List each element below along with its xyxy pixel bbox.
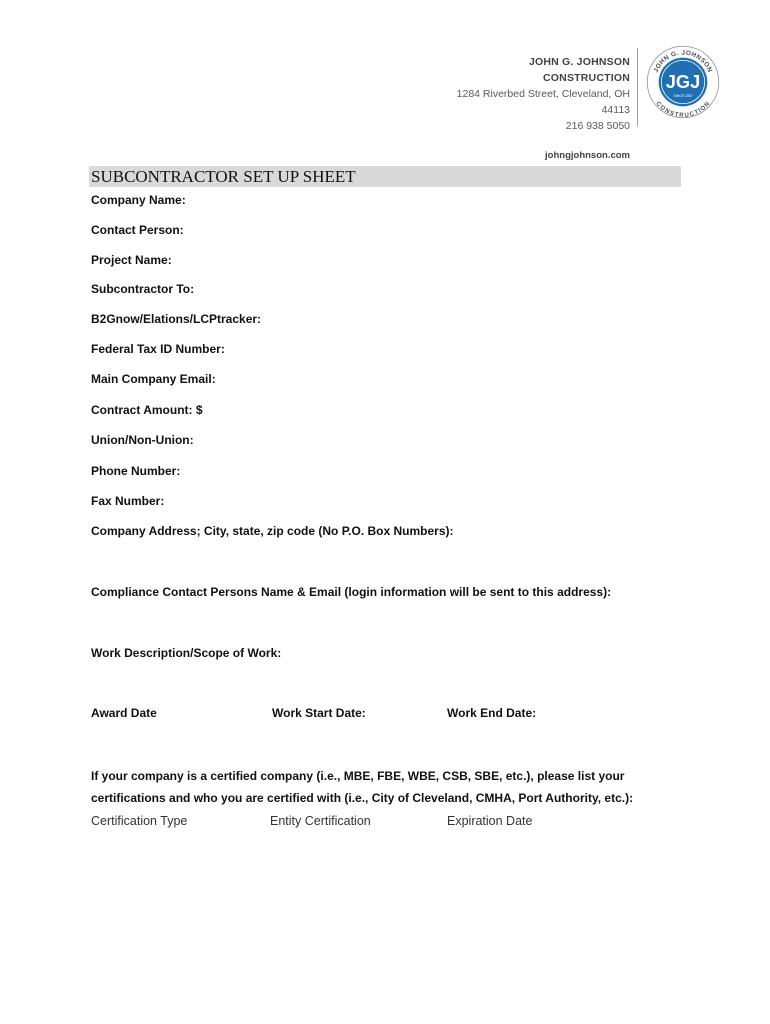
phone-number-label: Phone Number: xyxy=(91,464,181,478)
form-title: SUBCONTRACTOR SET UP SHEET xyxy=(91,167,356,186)
company-address-label: Company Address; City, state, zip code (No P.O. Box Numbers): xyxy=(91,524,454,538)
certification-note xyxy=(91,765,691,809)
main-company-email-label: Main Company Email: xyxy=(91,372,216,386)
expiration-date-column: Expiration Date xyxy=(447,814,533,828)
form-title-bar xyxy=(89,166,681,187)
certification-note-line-1: If your company is a certified company (i.e., MBE, FBE, WBE, CSB, SBE, etc.), please list your xyxy=(91,769,625,783)
letterhead-phone: 216 938 5050 xyxy=(565,120,630,132)
logo-since: SINCE 1967 xyxy=(673,94,693,99)
union-label: Union/Non-Union: xyxy=(91,433,194,447)
letterhead-divider xyxy=(637,48,638,126)
certification-note-line-2: certifications and who you are certified with (i.e., City of Cleveland, CMHA, Port Authority, etc.): xyxy=(91,791,634,805)
logo-initials: JGJ xyxy=(665,71,701,93)
work-description-label: Work Description/Scope of Work: xyxy=(91,646,282,660)
compliance-contact-label: Compliance Contact Persons Name & Email (login information will be sent to this address): xyxy=(91,585,612,599)
project-name-label: Project Name: xyxy=(91,253,172,267)
letterhead-address: 1284 Riverbed Street, Cleveland, OH 44113 xyxy=(456,88,630,116)
contract-amount-label: Contract Amount: $ xyxy=(91,403,203,417)
letterhead xyxy=(440,46,720,161)
b2gnow-label: B2Gnow/Elations/LCPtracker: xyxy=(91,312,262,326)
work-end-date-label: Work End Date: xyxy=(447,706,537,720)
certification-type-column: Certification Type xyxy=(91,814,188,828)
letterhead-text xyxy=(440,54,630,164)
letterhead-company-name: JOHN G. JOHNSON CONSTRUCTION xyxy=(528,56,630,84)
logo-ring-top-text: JOHN G. JOHNSON xyxy=(652,49,714,74)
work-start-date-label: Work Start Date: xyxy=(272,706,366,720)
contact-person-label: Contact Person: xyxy=(91,223,184,237)
company-logo-icon xyxy=(645,44,721,120)
company-name-label: Company Name: xyxy=(91,193,186,207)
logo-ring-bottom-text: CONSTRUCTION xyxy=(654,100,712,120)
fax-number-label: Fax Number: xyxy=(91,494,165,508)
award-date-label: Award Date xyxy=(91,706,157,720)
federal-tax-id-label: Federal Tax ID Number: xyxy=(91,342,225,356)
subcontractor-to-label: Subcontractor To: xyxy=(91,282,195,296)
entity-certification-column: Entity Certification xyxy=(270,814,371,828)
letterhead-website: johngjohnson.com xyxy=(545,150,630,161)
